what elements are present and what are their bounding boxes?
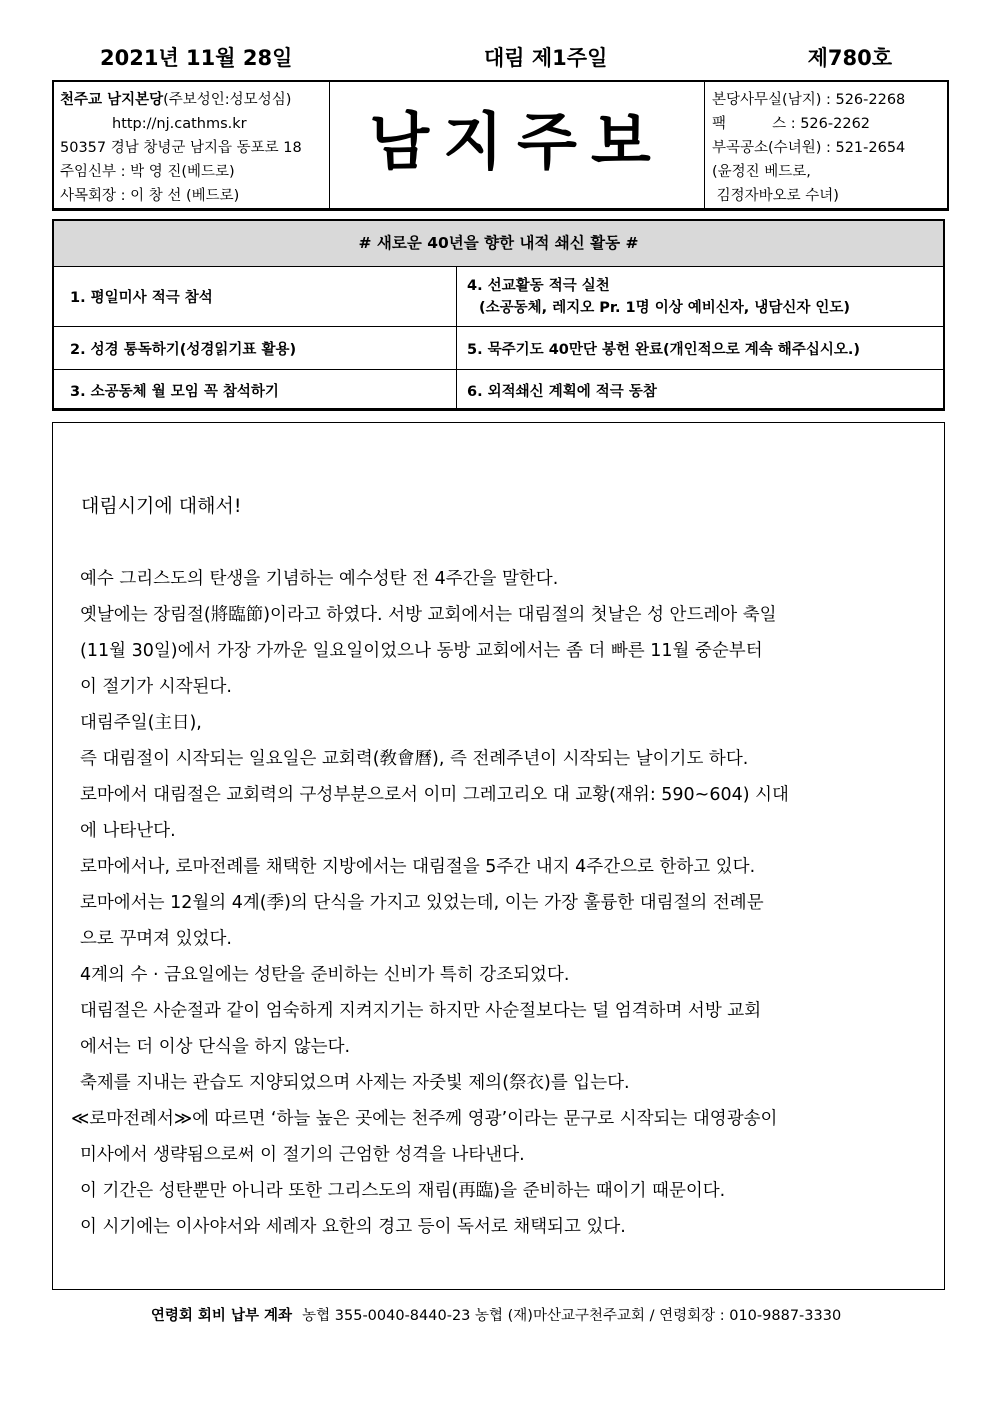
convent-phone: 부곡공소(수녀원) : 521-2654 xyxy=(712,140,906,156)
footer-label: 연령회 회비 납부 계좌 xyxy=(150,1308,293,1324)
parish-address: 50357 경남 창녕군 남지읍 동포로 18 xyxy=(60,140,302,156)
article-line: 대림주일(主日), xyxy=(80,713,202,733)
article-line: 로마에서 대림절은 교회력의 구성부분으로서 이미 그레고리오 대 교황(재위: 590~604) 시대 xyxy=(80,785,789,805)
article-line: 에 나타난다. xyxy=(80,821,176,841)
contact-info xyxy=(704,82,947,208)
article-line: 로마에서나, 로마전례를 채택한 지방에서는 대림절을 5주간 내지 4주간으로 한하고 있다. xyxy=(80,857,756,877)
parish-url[interactable]: http://nj.cathms.kr xyxy=(112,116,247,132)
renewal-table-title: # 새로운 40년을 향한 내적 쇄신 활동 # xyxy=(54,221,943,267)
article-line: 즉 대림절이 시작되는 일요일은 교회력(敎會曆), 즉 전례주년이 시작되는 날이기도 하다. xyxy=(80,749,749,769)
issue-date: 2021년 11월 28일 xyxy=(100,46,293,70)
footer-account: 농협 355-0040-8440-23 농협 (재)마산교구천주교회 / 연령회장 : 010-9887-3330 xyxy=(302,1308,842,1324)
parish-info xyxy=(54,82,330,208)
issue-info-bar xyxy=(52,42,948,74)
article-line: 이 기간은 성탄뿐만 아니라 또한 그리스도의 재림(再臨)을 준비하는 때이기 때문이다. xyxy=(80,1181,726,1201)
article-line: 옛날에는 장림절(將臨節)이라고 하였다. 서방 교회에서는 대림절의 첫날은 성 안드레아 축일 xyxy=(80,605,777,625)
table-row xyxy=(54,267,943,327)
activity-item-4-line-2: (소공동체, 레지오 Pr. 1명 이상 예비신자, 냉담신자 인도) xyxy=(479,299,851,316)
article-line: 축제를 지내는 관습도 지양되었으며 사제는 자줏빛 제의(祭衣)를 입는다. xyxy=(80,1073,630,1093)
church-name: 천주교 남지본당 xyxy=(60,92,164,108)
issue-number: 제780호 xyxy=(807,46,892,70)
church-name-line xyxy=(60,88,329,112)
liturgical-week: 대림 제1주일 xyxy=(484,46,608,70)
article-line: ≪로마전례서≫에 따르면 ‘하늘 높은 곳에는 천주께 영광’이라는 문구로 시작되는 대영광송이 xyxy=(71,1109,778,1129)
sisters-line-2: 김정자바오로 수녀) xyxy=(712,188,839,204)
table-row xyxy=(54,327,943,370)
article-body xyxy=(71,561,930,1245)
article-title: 대림시기에 대해서! xyxy=(81,495,242,517)
activity-item-6: 6. 외적쇄신 계획에 적극 동참 xyxy=(467,384,657,400)
article-line: 으로 꾸며져 있었다. xyxy=(80,929,232,949)
article-box xyxy=(52,422,945,1290)
article-line: 대림절은 사순절과 같이 엄숙하게 지켜지기는 하지만 사순절보다는 덜 엄격하며 서방 교회 xyxy=(80,1001,762,1021)
article-line: 4계의 수 · 금요일에는 성탄을 준비하는 신비가 특히 강조되었다. xyxy=(80,965,570,985)
activity-item-5: 5. 묵주기도 40만단 봉헌 완료(개인적으로 계속 해주십시오.) xyxy=(467,341,860,358)
footer-account-info xyxy=(0,1304,992,1325)
pastor-name: 주임신부 : 박 영 진(베드로) xyxy=(60,164,235,180)
bulletin-header xyxy=(52,80,949,211)
table-row xyxy=(54,370,943,411)
activity-item-4-line-1: 4. 선교활동 적극 실천 xyxy=(467,277,610,294)
activity-item-3: 3. 소공동체 월 모임 꼭 참석하기 xyxy=(54,370,457,411)
article-line: (11월 30일)에서 가장 가까운 일요일이었으나 동방 교회에서는 좀 더 빠른 11월 중순부터 xyxy=(80,641,763,661)
article-line: 미사에서 생략됨으로써 이 절기의 근엄한 성격을 나타낸다. xyxy=(80,1145,525,1165)
article-line: 예수 그리스도의 탄생을 기념하는 예수성탄 전 4주간을 말한다. xyxy=(80,569,559,589)
article-line: 로마에서는 12월의 4계(季)의 단식을 가지고 있었는데, 이는 가장 훌륭한 대림절의 전례문 xyxy=(80,893,764,913)
renewal-activities-table xyxy=(52,219,945,411)
fax-number: 팩 스 : 526-2262 xyxy=(712,116,871,132)
masthead-panel xyxy=(330,82,705,208)
activity-item-1: 1. 평일미사 적극 참석 xyxy=(54,267,457,326)
masthead-title: 남지주보 xyxy=(369,105,665,178)
article-line: 이 시기에는 이사야서와 세례자 요한의 경고 등이 독서로 채택되고 있다. xyxy=(80,1217,626,1237)
sisters-line-1: (윤정진 베드로, xyxy=(712,164,811,180)
activity-item-2: 2. 성경 통독하기(성경읽기표 활용) xyxy=(54,327,457,369)
article-line: 이 절기가 시작된다. xyxy=(80,677,232,697)
article-line: 에서는 더 이상 단식을 하지 않는다. xyxy=(80,1037,351,1057)
council-chair-name: 사목회장 : 이 창 선 (베드로) xyxy=(60,188,240,204)
church-patron: (주보성인:성모성심) xyxy=(163,92,292,108)
office-phone: 본당사무실(남지) : 526-2268 xyxy=(712,92,906,108)
activity-item-4 xyxy=(457,267,943,326)
